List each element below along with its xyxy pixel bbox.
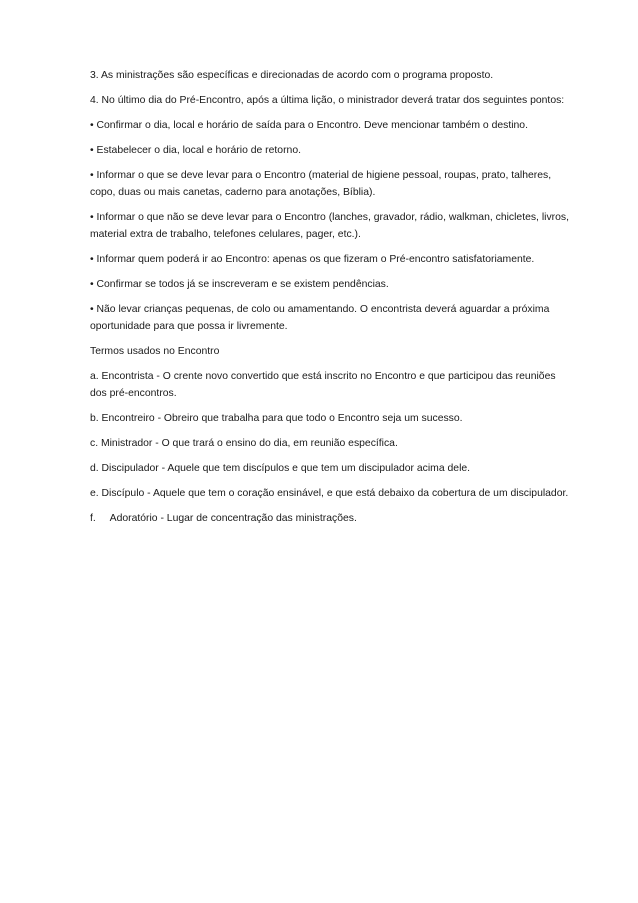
term-adoratorio: f. Adoratório - Lugar de concentração das ministrações. bbox=[90, 513, 357, 524]
term-discipulo: e. Discípulo - Aquele que tem o coração ensinável, e que está debaixo da cobertura de um discipulador. bbox=[90, 488, 569, 499]
term-ministrador: c. Ministrador - O que trará o ensino do dia, em reunião específica. bbox=[90, 438, 398, 449]
document-page bbox=[90, 67, 570, 535]
bullet-what-not-to-bring: • Informar o que não se deve levar para o Encontro (lanches, gravador, rádio, walkman, chicletes, livros, material extra de trabalho, telefones celulares, pager, etc.). bbox=[90, 212, 569, 240]
bullet-what-to-bring: • Informar o que se deve levar para o Encontro (material de higiene pessoal, roupas, prato, talheres, copo, duas ou mais canetas, caderno para anotações, Bíblia). bbox=[90, 170, 552, 198]
term-discipulador: d. Discipulador - Aquele que tem discípulos e que tem um discipulador acima dele. bbox=[90, 463, 471, 474]
term-encontrista: a. Encontrista - O crente novo convertido que está inscrito no Encontro e que participou das reuniões dos pré-encontros. bbox=[90, 371, 556, 399]
item-3-text: 3. As ministrações são específicas e direcionadas de acordo com o programa proposto. bbox=[90, 70, 494, 81]
bullet-confirm-departure: • Confirmar o dia, local e horário de saída para o Encontro. Deve mencionar também o destino. bbox=[90, 120, 528, 131]
item-4-text: 4. No último dia do Pré-Encontro, após a última lição, o ministrador deverá tratar dos seguintes pontos: bbox=[90, 95, 565, 106]
bullet-return-details: • Estabelecer o dia, local e horário de retorno. bbox=[90, 145, 301, 156]
section-heading-terms: Termos usados no Encontro bbox=[90, 346, 220, 357]
bullet-confirm-registration: • Confirmar se todos já se inscreveram e se existem pendências. bbox=[90, 279, 389, 290]
bullet-who-can-go: • Informar quem poderá ir ao Encontro: apenas os que fizeram o Pré-encontro satisfatoriamente. bbox=[90, 254, 535, 265]
bullet-no-children: • Não levar crianças pequenas, de colo ou amamentando. O encontrista deverá aguardar a próxima oportunidade para que possa ir livremente. bbox=[90, 304, 550, 332]
term-encontreiro: b. Encontreiro - Obreiro que trabalha para que todo o Encontro seja um sucesso. bbox=[90, 413, 463, 424]
